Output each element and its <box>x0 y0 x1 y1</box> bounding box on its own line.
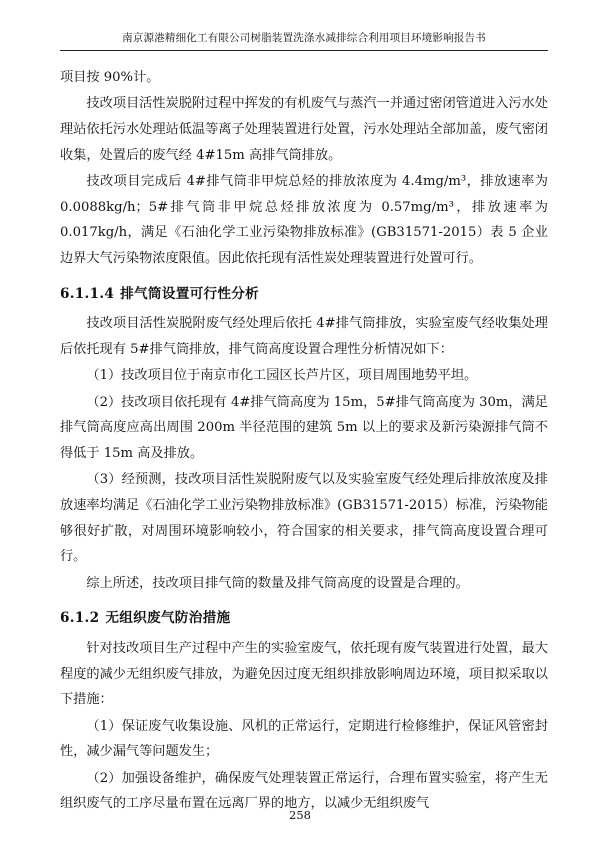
page-number: 258 <box>289 808 311 822</box>
heading-text: 排气筒设置可行性分析 <box>120 285 260 302</box>
paragraph: （1）技改项目位于南京市化工园区长芦片区，项目周围地势平坦。 <box>86 368 478 384</box>
heading-number: 6.1.2 <box>60 610 100 627</box>
paragraph: 针对技改项目生产过程中产生的实验室废气，依托现有废气装置进行处置，最大程度的减少无组织废气排放，为避免因过度无组织排放影响周边环境，项目拟采取以下措施： <box>60 640 548 708</box>
document-body <box>60 65 548 817</box>
paragraph: （3）经预测，技改项目活性炭脱附废气以及实验室废气经处理后排放浓度及排放速率均满足《石油化学工业污染物排放标准》(GB31571-2015）标准，污染物能够很好扩散，对周围环境影响较小，符合国家的相关要求，排气筒高度设置合理可行。 <box>60 472 548 565</box>
heading-text: 无组织废气防治措施 <box>105 610 231 627</box>
page-content-area <box>60 30 548 818</box>
section-heading-6-1-2 <box>60 605 548 632</box>
paragraph: 技改项目活性炭脱附废气经处理后依托 4#排气筒排放，实验室废气经收集处理后依托现有 5#排气筒排放，排气筒高度设置合理性分析情况如下： <box>60 316 548 358</box>
section-heading-6-1-1-4 <box>60 281 548 308</box>
paragraph: 项目按 90%计。 <box>60 70 160 85</box>
paragraph: 技改项目活性炭脱附过程中挥发的有机废气与蒸汽一并通过密闭管道进入污水处理站依托污水处理站低温等离子处理装置进行处置，污水处理站全部加盖，废气密闭收集，处置后的废气经 4#15m 高排气筒排放。 <box>60 96 548 163</box>
page-header: 南京源港精细化工有限公司树脂装置洗涤水减排综合利用项目环境影响报告书 <box>60 30 548 51</box>
heading-number: 6.1.1.4 <box>60 285 115 302</box>
paragraph: 技改项目完成后 4#排气筒非甲烷总烃的排放浓度为 4.4mg/m³，排放速率为 0.0088kg/h；5#排气筒非甲烷总烃排放浓度为 0.57mg/m³，排放速率为 0.017kg/h，满足《石油化学工业污染物排放标准》(GB31571-2015）表 5 企业边界大气污染物浓度限值。因此依托现有活性炭处理装置进行处置可行。 <box>60 173 548 267</box>
paragraph: 综上所述，技改项目排气筒的数量及排气筒高度的设置是合理的。 <box>86 575 469 591</box>
paragraph: （1）保证废气收集设施、风机的正常运行，定期进行检修维护，保证风管密封性，减少漏气等问题发生； <box>60 718 548 760</box>
paragraph: （2）技改项目依托现有 4#排气筒高度为 15m，5#排气筒高度为 30m，满足排气筒高度应高出周围 200m 半径范围的建筑 5m 以上的要求及新污染源排气筒不得低于 15m 高及排放。 <box>60 394 548 462</box>
paragraph: （2）加强设备维护，确保废气处理装置正常运行，合理布置实验室，将产生无组织废气的工序尽量布置在远离厂界的地方，以减少无组织废气 <box>60 770 548 812</box>
